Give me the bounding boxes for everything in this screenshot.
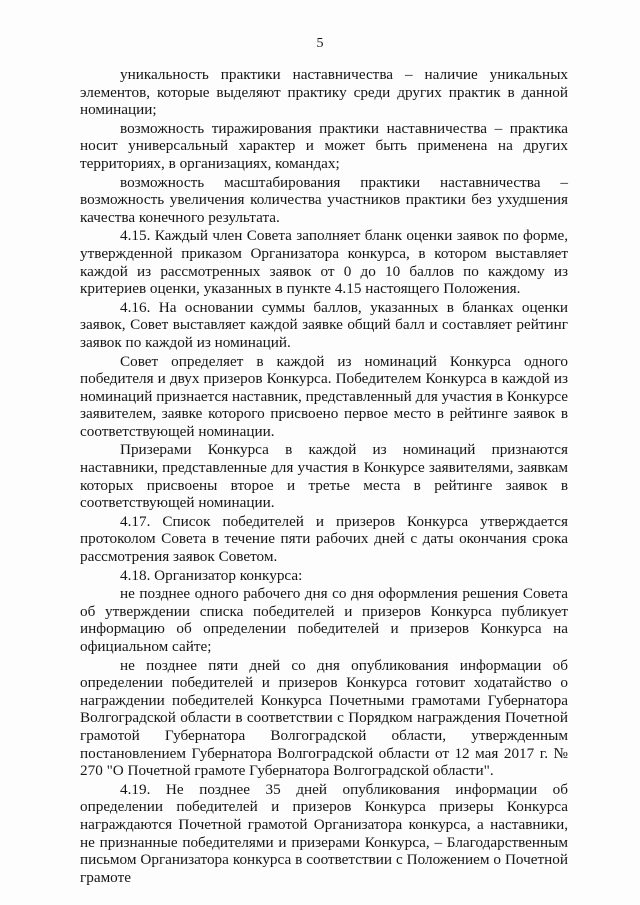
- paragraph-scaling: возможность масштабирования практики наставничества – возможность увеличения количества участников практики без ухудшения качества конечного результата.: [80, 173, 568, 226]
- paragraph-prizewinners: Призерами Конкурса в каждой из номинаций признаются наставники, представленные для участия в Конкурсе заявителями, заявкам которых присвоены второе и третье места в рейтинге заявок в соответствующей номинации.: [80, 441, 568, 512]
- paragraph-4-15: 4.15. Каждый член Совета заполняет бланк оценки заявок по форме, утвержденной приказом Организатора конкурса, в котором выставляет каждой из рассмотренных заявок от 0 до 10 баллов по каждому из критериев оценки, указанных в пункте 4.15 настоящего Положения.: [80, 227, 568, 298]
- paragraph-winner: Совет определяет в каждой из номинаций Конкурса одного победителя и двух призеров Конкурса. Победителем Конкурса в каждой из номинаций признается наставник, представленный для участия в Конкурсе заявителем, заявке которого присвоено первое место в рейтинге заявок в соответствующей номинации.: [80, 352, 568, 440]
- paragraph-4-16: 4.16. На основании суммы баллов, указанных в бланках оценки заявок, Совет выставляет каждой заявке общий балл и составляет рейтинг заявок по каждой из номинаций.: [80, 298, 568, 351]
- page-number: 5: [316, 36, 324, 51]
- document-body: [80, 66, 568, 887]
- paragraph-4-19: 4.19. Не позднее 35 дней опубликования информации об определении победителей и призеров Конкурса призеры Конкурса награждаются Почетной грамотой Организатора конкурса, а наставники, не признанные победителями и призерами Конкурса, – Благодарственным письмом Организатора конкурса в соответствии с Положением о Почетной грамоте: [80, 780, 568, 886]
- paragraph-replication: возможность тиражирования практики наставничества – практика носит универсальный характер и может быть применена на других территориях, в организациях, командах;: [80, 119, 568, 172]
- paragraph-petition: не позднее пяти дней со дня опубликования информации об определении победителей и призеров Конкурса готовит ходатайство о награждении победителей Конкурса Почетными грамотами Губернатора Волгоградской области в соответствии с Порядком награждения Почетной грамотой Губернатора Волгоградской области, утвержденным постановлением Губернатора Волгоградской области от 12 мая 2017 г. № 270 "О Почетной грамоте Губернатора Волгоградской области".: [80, 656, 568, 780]
- paragraph-uniqueness: уникальность практики наставничества – наличие уникальных элементов, которые выделяют практику среди других практик в данной номинации;: [80, 66, 568, 119]
- paragraph-4-17: 4.17. Список победителей и призеров Конкурса утверждается протоколом Совета в течение пяти рабочих дней с даты окончания срока рассмотрения заявок Советом.: [80, 512, 568, 566]
- paragraph-publication: не позднее одного рабочего дня со дня оформления решения Совета об утверждении списка победителей и призеров Конкурса публикует информацию об определении победителей и призеров Конкурса на официальном сайте;: [80, 585, 568, 655]
- paragraph-4-18: 4.18. Организатор конкурса:: [120, 566, 303, 584]
